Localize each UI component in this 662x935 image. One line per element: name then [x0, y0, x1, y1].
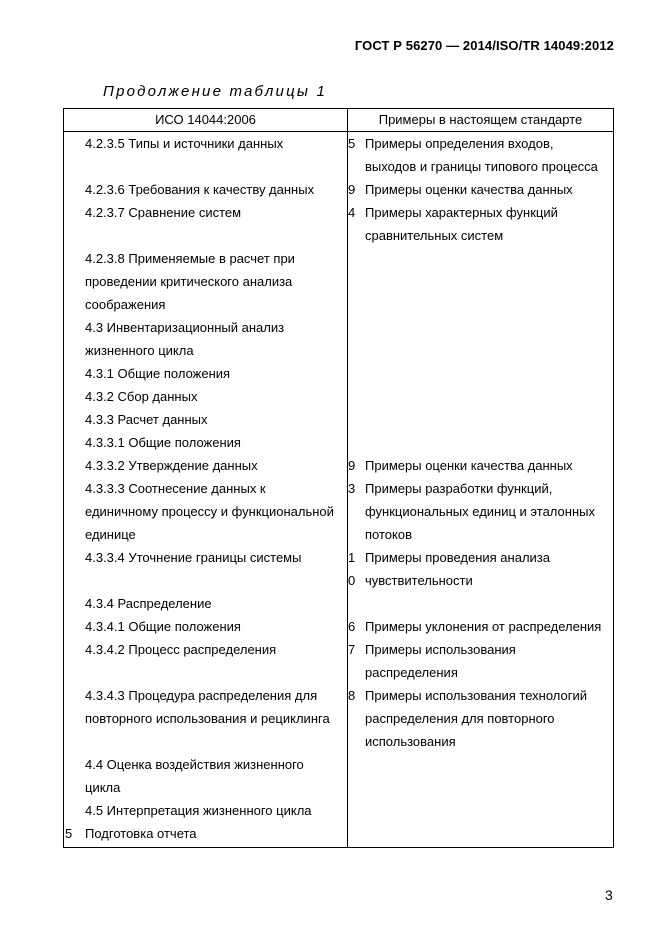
- table-cell-right: Примеры определения входов,: [365, 136, 554, 151]
- document-header: ГОСТ Р 56270 — 2014/ISO/TR 14049:2012: [354, 38, 614, 53]
- table-cell-left: 4.3.4.1 Общие положения: [85, 619, 241, 634]
- table-cell-left: 4.3.1 Общие положения: [85, 366, 231, 381]
- table-cell-right: Примеры разработки функций,: [365, 481, 553, 496]
- row-number: 5: [348, 136, 356, 151]
- table-cell-right: Примеры использования: [365, 642, 516, 657]
- table-cell-left: 4.3.4.2 Процесс распределения: [85, 642, 277, 657]
- table-caption: Продолжение таблицы 1: [103, 83, 327, 100]
- column-header-examples: Примеры в настоящем стандарте: [378, 112, 583, 127]
- table-cell-left: цикла: [85, 780, 121, 795]
- row-number: 6: [348, 619, 356, 634]
- table-cell-right: Примеры проведения анализа: [365, 550, 550, 565]
- table-cell-left: Подготовка отчета: [85, 826, 197, 841]
- row-number: 8: [348, 688, 356, 703]
- table-cell-left: 4.2.3.8 Применяемые в расчет при: [85, 251, 295, 266]
- table-cell-right: Примеры оценки качества данных: [365, 182, 573, 197]
- table-cell-left: 4.3.4 Распределение: [85, 596, 212, 611]
- table-cell-right: функциональных единиц и эталонных: [365, 504, 595, 519]
- table-cell-left: 4.3.3.4 Уточнение границы системы: [85, 550, 302, 565]
- table-cell-left: 4.3.3.2 Утверждение данных: [85, 458, 258, 473]
- column-header-iso: ИСО 14044:2006: [155, 112, 256, 127]
- table-cell-left: 4.3.3 Расчет данных: [85, 412, 208, 427]
- table-cell-right: Примеры уклонения от распределения: [365, 619, 602, 634]
- table-cell-left: соображения: [85, 297, 166, 312]
- table-cell-right: выходов и границы типового процесса: [365, 159, 598, 174]
- table-cell-left: 4.2.3.6 Требования к качеству данных: [85, 182, 315, 197]
- row-number: 9: [348, 182, 356, 197]
- table-cell-right: чувствительности: [365, 573, 473, 588]
- row-number: 0: [348, 573, 356, 588]
- table-cell-left: 4.3.2 Сбор данных: [85, 389, 198, 404]
- row-number: 5: [65, 826, 73, 841]
- row-number: 9: [348, 458, 356, 473]
- table-cell-left: 4.2.3.7 Сравнение систем: [85, 205, 242, 220]
- comparison-table: [63, 108, 614, 848]
- table-cell-right: Примеры оценки качества данных: [365, 458, 573, 473]
- table-cell-left: 4.3 Инвентаризационный анализ: [85, 320, 285, 335]
- table-cell-right: использования: [365, 734, 456, 749]
- table-cell-right: потоков: [365, 527, 412, 542]
- row-number: 3: [348, 481, 356, 496]
- table-cell-right: Примеры использования технологий: [365, 688, 588, 703]
- table-cell-left: проведении критического анализа: [85, 274, 293, 289]
- table-cell-right: распределения для повторного: [365, 711, 555, 726]
- row-number: 7: [348, 642, 356, 657]
- table-cell-left: 4.2.3.5 Типы и источники данных: [85, 136, 284, 151]
- table-cell-left: 4.4 Оценка воздействия жизненного: [85, 757, 304, 772]
- table-cell-left: единичному процессу и функциональной: [85, 504, 334, 519]
- row-number: 4: [348, 205, 356, 220]
- table-cell-right: распределения: [365, 665, 458, 680]
- table-cell-left: 4.3.4.3 Процедура распределения для: [85, 688, 318, 703]
- table-cell-left: единице: [85, 527, 136, 542]
- table-cell-left: повторного использования и рециклинга: [85, 711, 330, 726]
- table-cell-left: 4.3.3.1 Общие положения: [85, 435, 241, 450]
- row-number: 1: [348, 550, 356, 565]
- table-cell-left: 4.5 Интерпретация жизненного цикла: [85, 803, 312, 818]
- table-cell-right: Примеры характерных функций: [365, 205, 558, 220]
- page-number: 3: [605, 887, 613, 903]
- table-cell-right: сравнительных систем: [365, 228, 504, 243]
- table-cell-left: 4.3.3.3 Соотнесение данных к: [85, 481, 266, 496]
- table-cell-left: жизненного цикла: [85, 343, 194, 358]
